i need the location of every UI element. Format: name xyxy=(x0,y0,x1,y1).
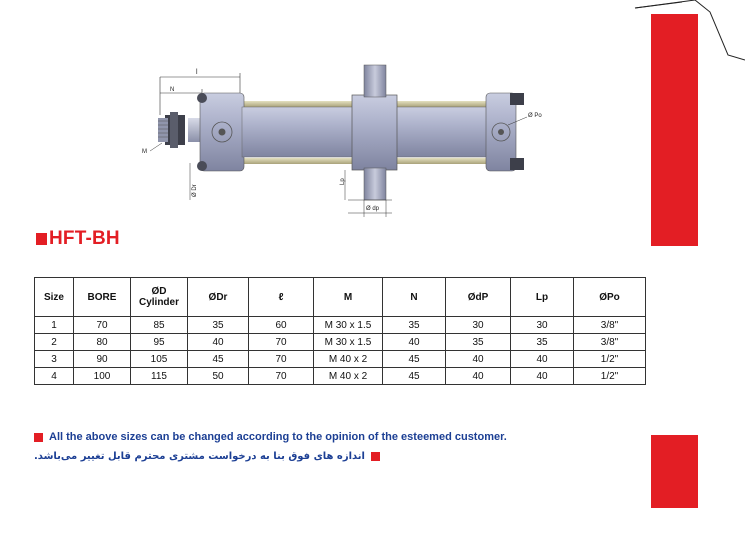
header-lp: Lp xyxy=(511,278,574,317)
note-bullet-icon xyxy=(34,433,43,442)
note-persian xyxy=(34,451,380,462)
table-row xyxy=(35,351,646,368)
cell: 2 xyxy=(35,334,74,351)
red-side-bar-bottom xyxy=(651,435,698,508)
cell: 85 xyxy=(131,317,188,334)
cell: 35 xyxy=(188,317,249,334)
dim-lp-label: Lp xyxy=(340,178,346,185)
header-po: ØPo xyxy=(574,278,646,317)
header-dp: ØdP xyxy=(446,278,511,317)
cell: 50 xyxy=(188,368,249,385)
cell: 70 xyxy=(249,351,314,368)
table-header-row xyxy=(35,278,646,317)
header-bore: BORE xyxy=(74,278,131,317)
cell: 60 xyxy=(249,317,314,334)
cell: 3/8" xyxy=(574,317,646,334)
note-bullet-icon xyxy=(371,452,380,461)
cell: 40 xyxy=(446,368,511,385)
cell: 30 xyxy=(446,317,511,334)
model-title-text: HFT-BH xyxy=(49,228,120,249)
cell: 40 xyxy=(511,368,574,385)
cell: 70 xyxy=(74,317,131,334)
cell: 4 xyxy=(35,368,74,385)
dim-dp-label: Ø dp xyxy=(366,206,380,212)
dim-po-label: Ø Po xyxy=(528,113,542,119)
header-m: M xyxy=(314,278,383,317)
cell: 1/2" xyxy=(574,351,646,368)
note-english-text: All the above sizes can be changed according to the opinion of the esteemed customer. xyxy=(49,431,507,443)
note-english xyxy=(34,431,507,443)
header-cylinder: ØD Cylinder xyxy=(131,278,188,317)
cell: 40 xyxy=(511,351,574,368)
cell: 45 xyxy=(188,351,249,368)
cell: 35 xyxy=(511,334,574,351)
cell: 80 xyxy=(74,334,131,351)
cell: 3/8" xyxy=(574,334,646,351)
cell: 35 xyxy=(446,334,511,351)
cell: 1 xyxy=(35,317,74,334)
cell: M 40 x 2 xyxy=(314,351,383,368)
header-l: ℓ xyxy=(249,278,314,317)
cell: 40 xyxy=(188,334,249,351)
table-row xyxy=(35,334,646,351)
title-square-icon xyxy=(36,233,47,245)
cell: 100 xyxy=(74,368,131,385)
table-row xyxy=(35,368,646,385)
cell: 70 xyxy=(249,368,314,385)
dim-l-label: l xyxy=(196,69,198,76)
cell: 70 xyxy=(249,334,314,351)
header-dr: ØDr xyxy=(188,278,249,317)
cell: 40 xyxy=(446,351,511,368)
header-size: Size xyxy=(35,278,74,317)
dimension-table xyxy=(34,277,646,385)
model-title xyxy=(36,228,120,250)
dim-dr-label: Ø Dr xyxy=(192,184,198,197)
cell: 30 xyxy=(511,317,574,334)
dim-n-label: N xyxy=(170,87,175,93)
cell: 45 xyxy=(383,368,446,385)
cylinder-drawing xyxy=(130,55,560,225)
cell: 1/2" xyxy=(574,368,646,385)
cell: 35 xyxy=(383,317,446,334)
red-side-bar-top xyxy=(651,14,698,246)
cell: M 40 x 2 xyxy=(314,368,383,385)
header-n: N xyxy=(383,278,446,317)
cell: M 30 x 1.5 xyxy=(314,334,383,351)
cell: 90 xyxy=(74,351,131,368)
cell: 45 xyxy=(383,351,446,368)
dim-m-label: M xyxy=(142,149,147,155)
cell: 3 xyxy=(35,351,74,368)
cell: M 30 x 1.5 xyxy=(314,317,383,334)
note-persian-text: اندازه های فوق بنا به درخواست مشتری محترم قابل تغییر می‌باشد. xyxy=(34,451,365,462)
cell: 40 xyxy=(383,334,446,351)
cell: 105 xyxy=(131,351,188,368)
table-row xyxy=(35,317,646,334)
cell: 95 xyxy=(131,334,188,351)
cell: 115 xyxy=(131,368,188,385)
